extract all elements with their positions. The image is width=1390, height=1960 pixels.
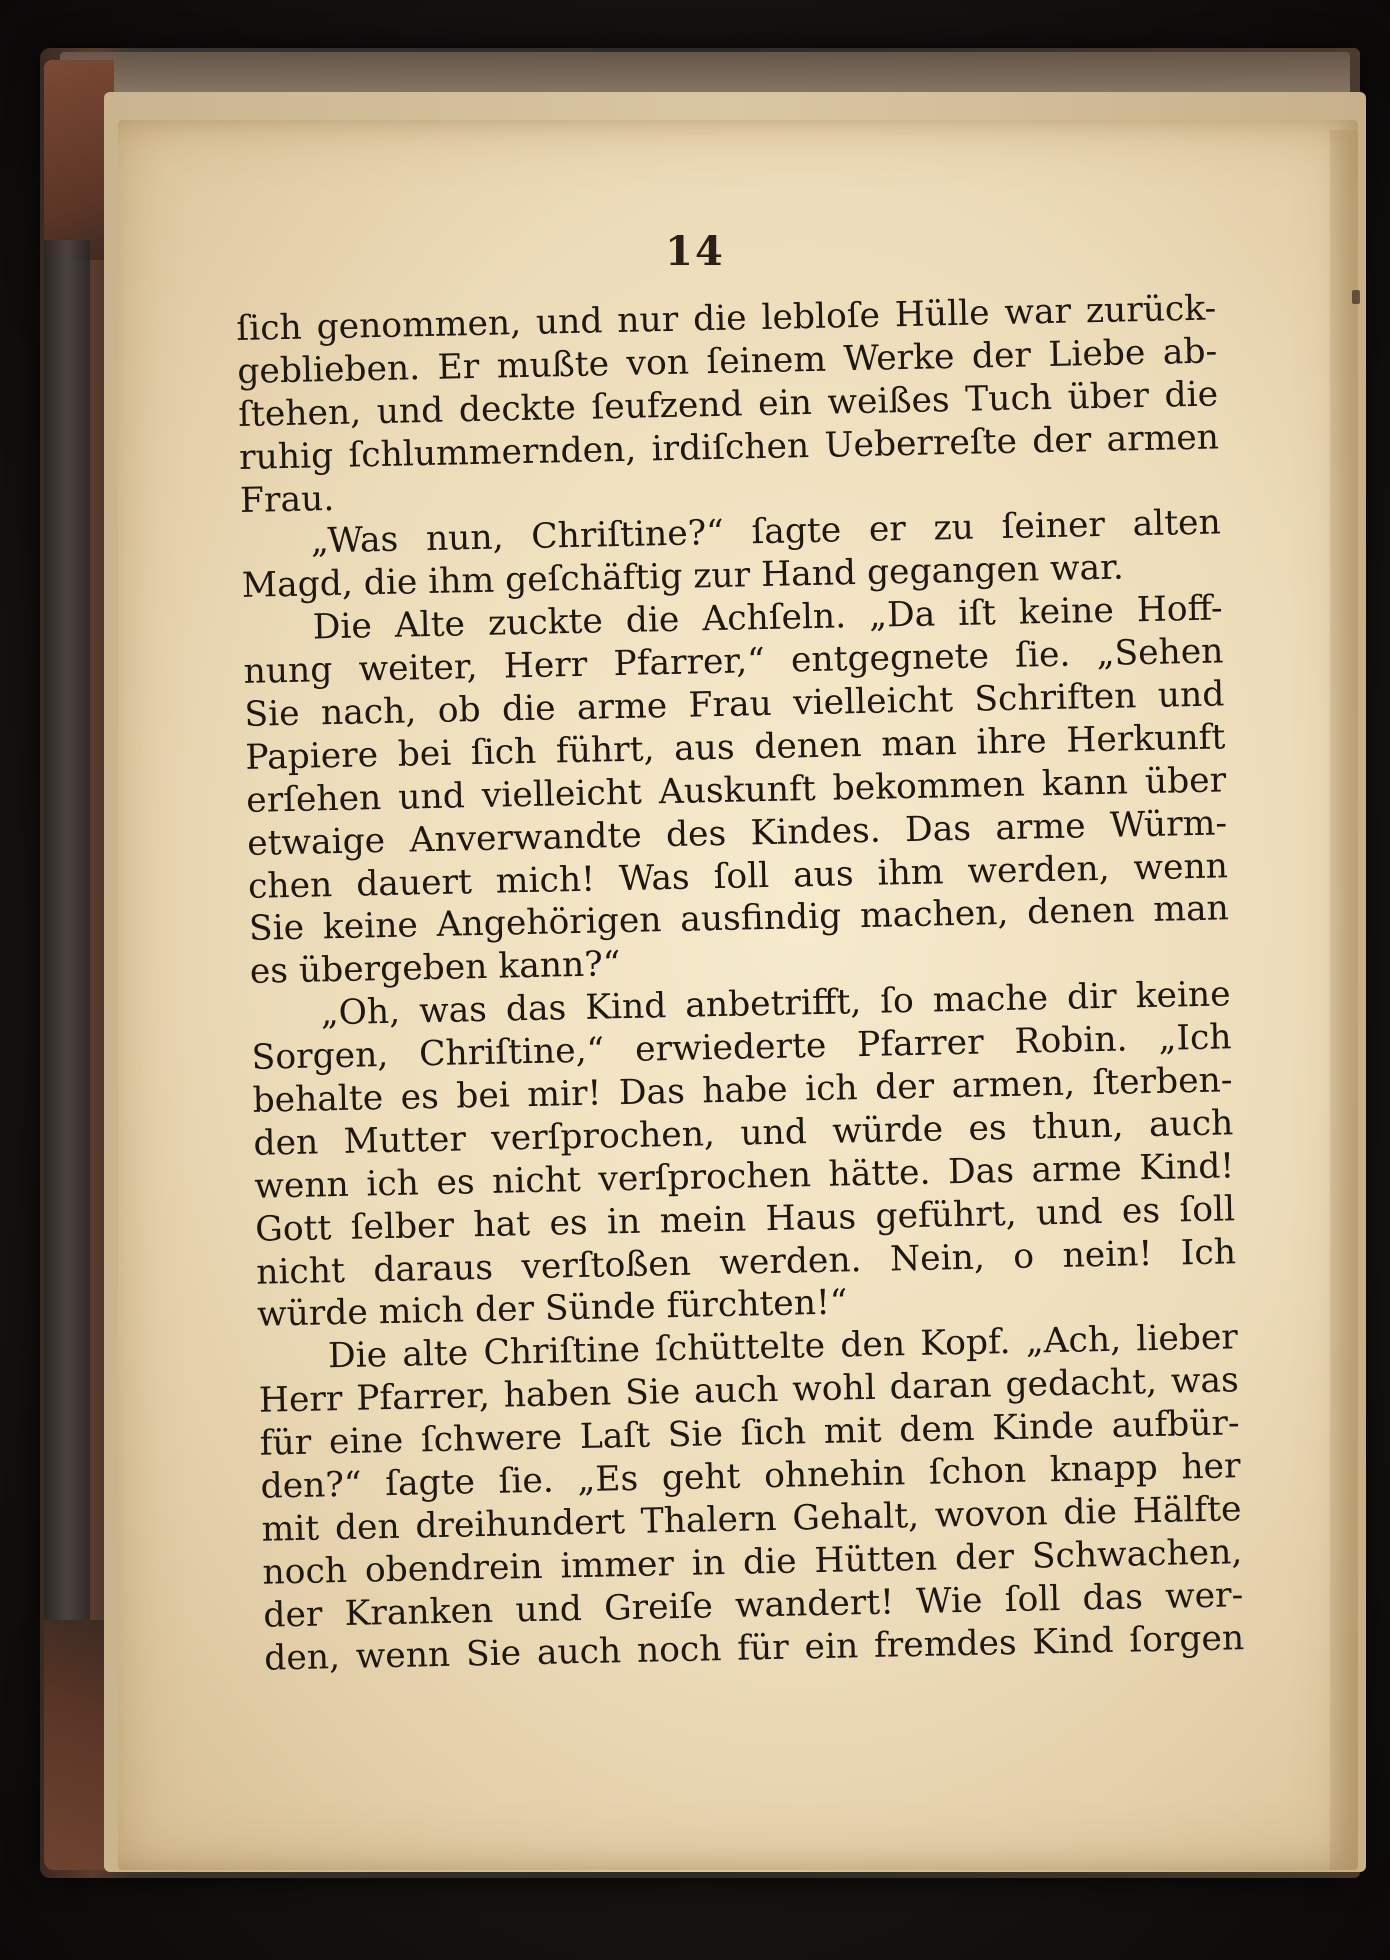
text-line: behalte es bei mir! Das habe ich der armen, ſterben- xyxy=(252,1060,1233,1121)
text-line: Sorgen, Chriſtine,“ erwiederte Pfarrer Robin. „Ich xyxy=(251,1017,1232,1078)
text-line: mit den dreihundert Thalern Gehalt, wovon die Hälfte xyxy=(261,1489,1242,1550)
text-line: den Mutter verſprochen, und würde es thun, auch xyxy=(253,1103,1234,1164)
text-line: Papiere bei ſich führt, aus denen man ihre Herkunft xyxy=(245,717,1226,778)
body-text xyxy=(236,287,1245,1680)
page-edge-mark xyxy=(1352,290,1360,304)
text-line: nung weiter, Herr Pfarrer,“ entgegnete ſie. „Sehen xyxy=(243,631,1224,693)
text-line: Die Alte zuckte die Achſeln. „Da iſt keine Hoff- xyxy=(312,588,1223,648)
text-line: würde mich der Sünde fürchten!“ xyxy=(256,1282,848,1336)
text-line: chen dauert mich! Was ſoll aus ihm werden, wenn xyxy=(247,845,1229,907)
text-line: es übergeben kann?“ xyxy=(249,944,621,993)
text-line: den?“ ſagte ſie. „Es geht ohnehin ſchon knapp her xyxy=(260,1446,1241,1507)
text-line: ſtehen, und deckte ſeufzend ein weißes Tuch über die xyxy=(237,374,1219,435)
text-line: Gott ſelber hat es in mein Haus geführt, und es ſoll xyxy=(254,1188,1236,1250)
page-number: 14 xyxy=(665,228,725,275)
text-line: Die alte Chriſtine ſchüttelte den Kopf. „Ach, lieber xyxy=(327,1317,1239,1377)
text-line: erſehen und vielleicht Auskunft bekommen kann über xyxy=(245,760,1227,821)
text-line: Sie keine Angehörigen ausfindig machen, denen man xyxy=(248,888,1230,950)
text-line: für eine ſchwere Laſt Sie ſich mit dem Kinde aufbür- xyxy=(259,1403,1240,1464)
text-line: geblieben. Er mußte von ſeinem Werke der Liebe ab- xyxy=(236,331,1218,392)
text-line: nicht daraus verſtoßen werden. Nein, o nein! Ich xyxy=(255,1231,1237,1293)
text-line: Sie nach, ob die arme Frau vielleicht Schriften und xyxy=(244,674,1225,735)
text-line: wenn ich es nicht verſprochen hätte. Das arme Kind! xyxy=(253,1146,1235,1207)
text-line: ſich genommen, und nur die lebloſe Hülle war zurück- xyxy=(236,288,1217,349)
text-line: der Kranken und Greiſe wandert! Wie ſoll das wer- xyxy=(262,1574,1244,1636)
text-line: Magd, die ihm geſchäftig zur Hand gegangen war. xyxy=(241,547,1125,607)
text-line: Herr Pfarrer, haben Sie auch wohl daran gedacht, was xyxy=(258,1360,1240,1422)
text-line: etwaige Anverwandte des Kindes. Das arme Würm- xyxy=(246,803,1228,864)
text-line: „Was nun, Chriſtine?“ ſagte er zu ſeiner alten xyxy=(310,502,1222,562)
text-line: Frau. xyxy=(239,478,335,521)
page-fold-shadow xyxy=(1330,130,1358,1870)
text-line: ruhig ſchlummernden, irdiſchen Ueberreſte der armen xyxy=(238,417,1220,478)
text-line: noch obendrein immer in die Hütten der Schwachen, xyxy=(262,1532,1243,1593)
text-line: „Oh, was das Kind anbetrifft, ſo mache dir keine xyxy=(320,974,1232,1034)
book-spine xyxy=(44,240,90,1740)
text-line: den, wenn Sie auch noch für ein fremdes Kind ſorgen xyxy=(263,1617,1245,1679)
